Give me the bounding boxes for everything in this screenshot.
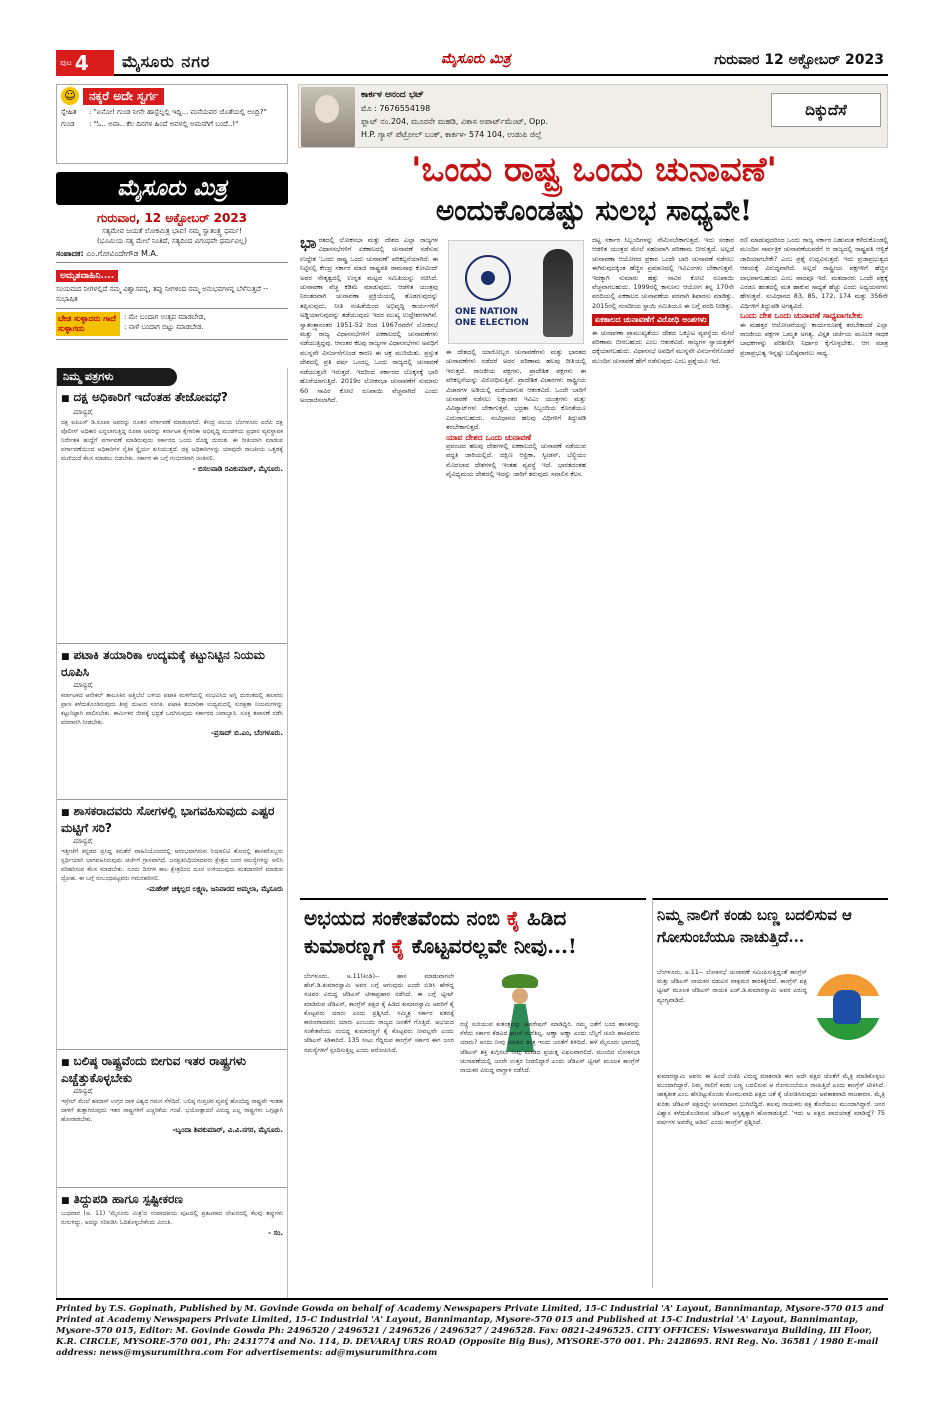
story-congress (652, 898, 888, 1288)
page-header (56, 50, 888, 76)
author-address: ಫ್ಲಾಟ್ ನಂ.204, ಮೂರನೇ ಮಹಡಿ, ವಿಕಾಸ ಅಪಾರ್ಟ್‌ಮೆಂಟ್, Opp. (361, 117, 548, 126)
article-text: ಪ್ರಪಂಚದ ಹಲವು ದೇಶಗಳಲ್ಲಿ ಏಕಕಾಲದಲ್ಲಿ ಚುನಾವಣೆ ನಡೆಯುವ ಪದ್ಧತಿ ಜಾರಿಯಲ್ಲಿದೆ. ದಕ್ಷಿಣ ಆಫ್ರಿಕಾ, ಸ್ವೀಡನ್, ಬೆಲ್ಜಿಯಂ ಮೊದಲಾದ ದೇಶಗಳಲ್ಲಿ ಇಂತಹ ವ್ಯವಸ್ಥೆ ಇದೆ. ಭಾರತದಂತಹ ವೈವಿಧ್ಯಮಯ ದೇಶದಲ್ಲಿ ಇದನ್ನು ಜಾರಿಗೆ ತರುವುದು ಸವಾಲಿನ ಕೆಲಸ. (446, 442, 586, 479)
article-subheading: ಏಕಕಾಲದ ಚುನಾವಣೆಗೆ ವಿರೋಧಿ ಅಂಶಗಳು (592, 314, 709, 325)
humor-line (61, 119, 283, 129)
page-number-badge (56, 50, 114, 76)
proverb-line: : ನಾಳೆ ಬಂದಾಗ ಬಿಟ್ಟು ಮಾಡಬೇಡ. (124, 323, 204, 331)
masthead-logo: ಮೈಸೂರು ಮಿತ್ರ (441, 51, 511, 67)
dialogue: : "ಏನೋ! ಗುಂಡ ನೀನೇ ಹಾಸ್ಟೆಲ್ನಲ್ಲಿ ಇದ್ದಿ... ಮನೆಯವರ ಜೊತೆಯಲ್ಲಿ ಅಂದ್ರಿ?" (89, 108, 267, 116)
letter-title: ■ ಬಲಿಷ್ಠ ರಾಷ್ಟ್ರವೆಂದು ಬೀಗುವ ಇತರ ರಾಷ್ಟ್ರಗಳು ಎಚ್ಚೆತ್ತುಕೊಳ್ಳಬೇಕು (61, 1054, 283, 1086)
letters-section (56, 368, 288, 1298)
page-label: ಪುಟ (60, 58, 72, 67)
left-column (56, 84, 288, 340)
article-text: ಈ ಚುನಾವಣಾ ಪ್ರಾಮುಖ್ಯತೆಯು ದೇಶದ ಒಕ್ಕೂಟ ವ್ಯವಸ್ಥೆಯ ಮೇಲೆ ಪರಿಣಾಮ ಬೀರಬಹುದು ಎಂಬ ಆತಂಕವಿದೆ. ರಾಜ್ಯಗಳ ಸ್ವಾಯತ್ತತೆಗೆ ಧಕ್ಕೆಯಾಗಬಹುದು. ವಿಧಾನಸಭೆ ಅವಧಿಗೆ ಮುನ್ನವೇ ವಿಸರ್ಜನೆಗೊಂಡರೆ ಮುಂದಿನ ಚುನಾವಣೆ ಹೇಗೆ ನಡೆಸುವುದು ಎಂಬ ಪ್ರಶ್ನೆಯೂ ಇದೆ. (592, 328, 734, 365)
headline-line-2: ಅಂದುಕೊಂಡಷ್ಟು ಸುಲಭ ಸಾಧ್ಯವೇ! (435, 194, 753, 227)
letter-signature: -ಮಹೇಶ್ ಚಿಕ್ಕಲ್ಲದ ಲಕ್ಷ್ಮಣ, ಜನಿವಾರದ ಅಮ್ಮಲಾ, ಮೈಸೂರು (146, 885, 283, 893)
letter-title: ■ ಪಟಾಕಿ ತಯಾರಿಕಾ ಉದ್ಯಮಕ್ಕೆ ಕಟ್ಟುನಿಟ್ಟಿನ ನಿಯಮ ರೂಪಿಸಿ (61, 648, 283, 680)
story-text: ಕುಮಾರಸ್ವಾಮಿ ಅವರು ಈ ಹಿಂದೆ ಬಿಜೆಪಿ ವಿರುದ್ಧ ಮಾತನಾಡಿ ಈಗ ಅದೇ ಪಕ್ಷದ ಜೊತೆಗೆ ಮೈತ್ರಿ ಮಾಡಿಕೊಳ್ಳಲು ಮುಂದಾಗಿದ್ದಾರೆ. ನಿಮ್ಮ ನಾಲಿಗೆ ಕಂಡು ಬಣ್ಣ ಬದಲಿಸುವ ಆ ಗೋಸುಂಬೆಯೂ ನಾಚುತ್ತಿದೆ ಎಂದು ಕಾಂಗ್ರೆಸ್ ಟೀಕಿಸಿದೆ. ಜಾತ್ಯತೀತ ಎಂಬ ಹೆಸರಿಟ್ಟುಕೊಂಡು ಕೋಮುವಾದಿ ಪಕ್ಷದ ಜತೆ ಕೈ ಜೋಡಿಸಿರುವುದು ಅವಕಾಶವಾದಿ ರಾಜಕಾರಣ. ಮೈತ್ರಿ ಕುರಿತು ಜೆಡಿಎಸ್ ಪಕ್ಷದಲ್ಲೇ ಅಸಮಾಧಾನ ಭುಗಿಲೆದ್ದಿದೆ. ಹಲವು ನಾಯಕರು ಪಕ್ಷ ತೊರೆಯಲು ಮುಂದಾಗಿದ್ದಾರೆ. ಜನರ ವಿಶ್ವಾಸ ಕಳೆದುಕೊಂಡಿರುವ ಜೆಡಿಎಸ್ ಅಸ್ತಿತ್ವಕ್ಕಾಗಿ ಹೋರಾಡುತ್ತಿದೆ. 'ಇದು ಅ ಪಕ್ಷದ ಪಾದಯಾತ್ರೆ ಮಾಡಿದ್ದೆ? 75 ವರ್ಷಗಳ ಅವರೆಲ್ಲ ಆಡಿದ' ಎಂದು ಕಾಂಗ್ರೆಸ್ ಪ್ರಶ್ನಿಸಿದೆ. (657, 1073, 885, 1127)
letter-title: ■ ದಕ್ಷ ಅಧಿಕಾರಿಗೆ ಇದೆಂತಹ ತೇಜೋವಧೆ? (61, 390, 283, 407)
head-shape (512, 988, 528, 1004)
proverb-heading: ಬೇಡ ಸುಳ್ಳಾದರು ಗಾದೆ ಸುಳ್ಳಾಗದು (56, 312, 120, 336)
letter-greeting: ಮಾನ್ಯರೆ, (73, 837, 94, 845)
nameplate-tagline: (ಭೂಮಿಯ ಸತ್ಯ ಮೇಲೆ ನಿಂತಿದೆ, ಸತ್ಯದಿಂದ ವಿಗಂಧವೇ ಧರ್ಮವಿಲ್ಲ) (96, 237, 248, 245)
article-subheading: ಒಂದು ದೇಶ ಒಂದು ಚುನಾವಣೆ ಸಾಧ್ಯವಾಗಬೇಕು (740, 311, 863, 321)
letter-signature: - ಸಂ. (268, 1229, 283, 1237)
letter-signature: -ಪ್ರಸಾದ್ ಬಿ.ಎಂ, ಬೆಂಗಳೂರು. (211, 729, 283, 737)
speaker: ಸ್ನೇಹಿತ (61, 108, 77, 116)
article-text: ಈ ಮಹತ್ತರ ಆಲೋಚನೆಯನ್ನು ಕಾರ್ಯರೂಪಕ್ಕೆ ತರಬೇಕಾದರೆ ಎಲ್ಲಾ ರಾಜಕೀಯ ಪಕ್ಷಗಳ ಒಮ್ಮತ ಅಗತ್ಯ. ವಿಸ್ತೃತ ಚರ್ಚೆಯ ಮೂಲಕ ಸಾಧಕ ಬಾಧಕಗಳನ್ನು ಪರಿಶೀಲಿಸಿ ನಿರ್ಧಾರ ಕೈಗೊಳ್ಳಬೇಕು. ಆಗ ಮಾತ್ರ ಪ್ರಜಾಪ್ರಭುತ್ವ ಇನ್ನಷ್ಟು ಬಲಿಷ್ಠವಾಗಲು ಸಾಧ್ಯ. (740, 320, 888, 357)
section-title: ಮೈಸೂರು ನಗರ (122, 52, 211, 71)
proverb-text (120, 312, 206, 336)
logo-line: ONE ELECTION (455, 318, 529, 328)
letter-body: ಕರ್ನಾಟಕದ ಆನೇಕಲ್ ತಾಲೂಕಿನ ಅತ್ತಿಬೆಲೆ ಬಳಿಯ ಪಟಾಕಿ ಮಳಿಗೆಯಲ್ಲಿ ಸಂಭವಿಸಿದ ಅಗ್ನಿ ದುರಂತದಲ್ಲಿ ಹಲವರು ಪ್ರಾಣ ಕಳೆದುಕೊಂಡಿರುವುದು ತೀವ್ರ ದುಃಖದ ಸಂಗತಿ. ಪಟಾಕಿ ತಯಾರಿಕಾ ಉದ್ಯಮದಲ್ಲಿ ಸುರಕ್ಷತಾ ನಿಯಮಗಳನ್ನು ಕಟ್ಟುನಿಟ್ಟಾಗಿ ಪಾಲಿಸಬೇಕು. ಕಾರ್ಮಿಕರ ಜೀವಕ್ಕೆ ಭದ್ರತೆ ಒದಗಿಸುವುದು ಸರ್ಕಾರದ ಜವಾಬ್ದಾರಿ. ಸೂಕ್ತ ತಪಾಸಣೆ ನಡೆಸಿ ಪರವಾನಗಿ ನೀಡಬೇಕು. (61, 692, 283, 726)
story-headline: ನಿಮ್ಮ ನಾಲಿಗೆ ಕಂಡು ಬಣ್ಣ ಬದಲಿಸುವ ಆ ಗೋಸುಂಬೆಯೂ ನಾಚುತ್ತಿದೆ... (657, 906, 852, 946)
letter-body: ಇಸ್ರೇಲ್ ಮೇಲೆ ಹಮಾಸ್ ಉಗ್ರರ ದಾಳಿ ವಿಶ್ವದ ಗಮನ ಸೆಳೆದಿದೆ. ಬಲಿಷ್ಠ ಗುಪ್ತಚರ ವ್ಯವಸ್ಥೆ ಹೊಂದಿದ್ದ ರಾಷ್ಟ್ರವೇ ಇಂತಹ ದಾಳಿಗೆ ತುತ್ತಾಗಿರುವುದು ಇತರ ರಾಷ್ಟ್ರಗಳಿಗೆ ಎಚ್ಚರಿಕೆಯ ಗಂಟೆ. ಭಯೋತ್ಪಾದನೆ ವಿರುದ್ಧ ಎಲ್ಲ ರಾಷ್ಟ್ರಗಳು ಒಗ್ಗಟ್ಟಾಗಿ ಹೋರಾಡಬೇಕು. (61, 1098, 283, 1123)
nameplate-tagline: ಸತ್ಯಮೇವ ಜಯತೆ ಲೋಕಮಿತ್ರ ಭಾವ! ನಮ್ಮ ಸ್ವಾತಂತ್ರ್ಯ ಧರ್ಮ! (102, 227, 242, 235)
editor-label: ಸಂಪಾದಕ: (56, 249, 84, 258)
article-text: ದಟ್ಟ ಸರ್ಕಾರ ಸಿಬ್ಬಂದಿಗಳನ್ನು ನೇಮಿಸಬೇಕಾಗುತ್ತದೆ. ಇದು ಸರಕಾರ ಆಡಳಿತ ಯಂತ್ರದ ಮೇಲೆ ಸಹಜವಾಗಿ ಪರಿಣಾಮ ಬೀರುತ್ತದೆ. ಅಲ್ಲದೆ ಚುನಾವಣಾ ಆಯೋಗದ ಪ್ರಕಾರ ಒಂದೇ ಬಾರಿ ಚುನಾವಣೆ ನಡೆಸಲು ಈಗಿರುವುದಕ್ಕಿಂತ ಹೆಚ್ಚಿನ ಪ್ರಮಾಣದಲ್ಲಿ ಇವಿಎಂಗಳು ಬೇಕಾಗುತ್ತವೆ. ಇದಕ್ಕಾಗಿ ಸುಮಾರು ಹತ್ತು ಸಾವಿರ ಕೋಟಿ ರೂಪಾಯಿ ವೆಚ್ಚವಾಗಬಹುದು. 1999ರಲ್ಲಿ ಕಾನೂನು ಆಯೋಗ ತನ್ನ 170ನೇ ವರದಿಯಲ್ಲಿ ಏಕಕಾಲದ ಚುನಾವಣೆಯ ಪರವಾಗಿ ಶಿಫಾರಸು ಮಾಡಿತ್ತು. 2015ರಲ್ಲಿ ಸಂಸದೀಯ ಸ್ಥಾಯಿ ಸಮಿತಿಯೂ ಈ ಬಗ್ಗೆ ವರದಿ ನೀಡಿತ್ತು. (592, 236, 734, 310)
author-photo (301, 87, 355, 147)
logo-text (455, 307, 529, 329)
congress-hand-logo (811, 970, 885, 1066)
humor-line (61, 107, 283, 117)
headline-accent: ಕೈ (391, 934, 405, 958)
humor-title (61, 87, 283, 105)
letter-title: ■ ಶಾಸಕರಾದವರು ಸೋಗಳಲ್ಲಿ ಭಾಗವಹಿಸುವುದು ಎಷ್ಟರ ಮಟ್ಟಿಗೆ ಸರಿ? (61, 804, 283, 836)
article-text: ರತದಲ್ಲಿ ಲೋಕಸಭಾ ಮತ್ತು ದೇಶದ ಎಲ್ಲಾ ರಾಜ್ಯಗಳ ವಿಧಾನಸಭೆಗಳಿಗೆ ಏಕಕಾಲದಲ್ಲಿ ಚುನಾವಣೆ ನಡೆಸುವ ಉದ್ದೇಶ 'ಒಂದು ರಾಷ್ಟ್ರ ಒಂದು ಚುನಾವಣೆ' ಪರಿಕಲ್ಪನೆಯಾಗಿದೆ. ಈ ನಿಟ್ಟಿನಲ್ಲಿ ಕೇಂದ್ರ ಸರ್ಕಾರ ಮಾಜಿ ರಾಷ್ಟ್ರಪತಿ ರಾಮನಾಥ ಕೋವಿಂದ್ ಅವರ ನೇತೃತ್ವದಲ್ಲಿ ಉನ್ನತ ಮಟ್ಟದ ಸಮಿತಿಯನ್ನು ರಚಿಸಿದೆ. ಚುನಾವಣಾ ವೆಚ್ಚ ಕಡಿಮೆ ಮಾಡುವುದು, ಆಡಳಿತ ಯಂತ್ರವು ನಿರಂತರವಾಗಿ ಚುನಾವಣಾ ಪ್ರಕ್ರಿಯೆಯಲ್ಲಿ ತೊಡಗುವುದನ್ನು ತಪ್ಪಿಸುವುದು, ನೀತಿ ಸಂಹಿತೆಯಿಂದ ಅಭಿವೃದ್ಧಿ ಕಾರ್ಯಗಳಿಗೆ ಅಡ್ಡಿಯಾಗುವುದನ್ನು ತಡೆಯುವುದು ಇದರ ಮುಖ್ಯ ಉದ್ದೇಶಗಳಾಗಿವೆ. ಸ್ವಾತಂತ್ರ್ಯಾನಂತರ 1951-52 ರಿಂದ 1967ರವರೆಗೆ ಲೋಕಸಭೆ ಮತ್ತು ರಾಜ್ಯ ವಿಧಾನಸಭೆಗಳಿಗೆ ಏಕಕಾಲದಲ್ಲಿ ಚುನಾವಣೆಗಳು ನಡೆಯುತ್ತಿದ್ದವು. ಆನಂತರ ಕೆಲವು ರಾಜ್ಯಗಳ ವಿಧಾನಸಭೆಗಳು ಅವಧಿಗೆ ಮುನ್ನವೇ ವಿಸರ್ಜನೆಗೊಂಡ ಕಾರಣ ಈ ಚಕ್ರ ಮುರಿಯಿತು. ಪ್ರಸ್ತುತ ದೇಶದಲ್ಲಿ ಪ್ರತಿ ವರ್ಷ ಒಂದಲ್ಲ ಒಂದು ರಾಜ್ಯದಲ್ಲಿ ಚುನಾವಣೆ ನಡೆಯುತ್ತಲೇ ಇರುತ್ತದೆ. ಇದರಿಂದ ಸರ್ಕಾರದ ಬೊಕ್ಕಸಕ್ಕೆ ಭಾರಿ ಹೊರೆಯಾಗುತ್ತಿದೆ. 2019ರ ಲೋಕಸಭಾ ಚುನಾವಣೆಗೆ ಸುಮಾರು 60 ಸಾವಿರ ಕೋಟಿ ರೂಪಾಯಿ ವೆಚ್ಚವಾಗಿದೆ ಎಂದು ಅಂದಾಜಿಸಲಾಗಿದೆ. (300, 236, 438, 404)
proverb-box (56, 308, 288, 340)
drop-cap: ಭಾ (300, 236, 317, 252)
imprint-footer: Printed by T.S. Gopinath, Published by M. Govinde Gowda on behalf of Academy Newspapers Private Limited, 15-C Industrial 'A' Layout, Bannimantap, Mysore-570 015 and Printed at Academy Newspapers Private Limited, 15-C Industrial 'A' Layout, Bannimantap, Mysore-570 015 and Published at 15-C Industrial 'A' Layout, Bannimantap, Mysore-570 015, Editor: M. Govinde Gowda Ph: 2496520 / 2496521 / 2496526 / 2496527 / 2496528. Fax: 0821-2496525. CITY OFFICES: Visweswaraya Building, III Floor, K.R. CIRCLE, MYSORE-570 001, Ph: 2431774 and No. 114, D. DEVARAJ URS ROAD (Opposite Big Bus), MYSORE-570 001. Ph: 2428695. RNI Reg. No. 36581 / 1980 E-mail address: news@mysurumithra.com For advertisements: ad@mysurumithra.com (56, 1298, 888, 1359)
letter-body: ಬುಧವಾರ (ಅ. 11) 'ಮೈಸೂರು ಮಿತ್ರ'ದ ಸಂಪಾದಕೀಯ ಪುಟದಲ್ಲಿ ಪ್ರಕಟವಾದ ಲೇಖನದಲ್ಲಿ ಕೆಲವು ತಪ್ಪುಗಳು ನುಸುಳಿದ್ದು, ಅದನ್ನು ಸರಿಪಡಿಸಿ ಓದಿಕೊಳ್ಳಬೇಕೆಂದು ವಿನಂತಿ. (61, 1210, 283, 1226)
headline-part: ಹಿಡಿದ ಕುಮಾರಣ್ಣಗೆ (304, 906, 567, 958)
editor-name: ಎಂ.ಗೋವಿಂದೇಗೌಡ M.A. (86, 249, 159, 258)
ashoka-chakra-icon (465, 255, 511, 301)
headline-accent: ಕೈ (506, 906, 521, 930)
letter-item (57, 1188, 287, 1296)
humor-box (56, 84, 288, 164)
hand-icon (833, 990, 861, 1024)
article-column (740, 236, 888, 896)
letter-signature: - ಬಿಸಲವಾಡಿ ರವಿಕುಮಾರ್, ಮೈಸೂರು. (192, 465, 283, 473)
letter-greeting: ಮಾನ್ಯರೆ, (73, 408, 94, 416)
story-text: ರಚ್ಚೆ ಸುರಿಯುವ ಕುತಂತ್ರವನ್ನು ಆಪರೇಷನ್ ಮಾಡಿದ್ದಿರಿ. ನಮ್ಮ ಜತೆಗೆ ಬಂದ ಶಾಸಕರನ್ನು ಸೆಳೆದು ಸರ್ಕಾರ ಕೆಡವಿದ ಘಟನೆ ಮರೆತಿಲ್ಲ. ಅಣ್ಣಾ ಅಣ್ಣಾ ಎಂದು ಬೆನ್ನಿಗೆ ಚೂರಿ ಹಾಕಿದವರು ಯಾರು? ಅಂದು ನೀವು ಮಾಡಿದ ತಂತ್ರ ಇಂದು ಜನತೆಗೆ ತಿಳಿದಿದೆ. ಹಳೆ ಮೈಸೂರು ಭಾಗದಲ್ಲಿ ಜೆಡಿಎಸ್ ಶಕ್ತಿ ಕುಗ್ಗಿಸಲು ನೀವು ಮಾಡಿದ ಪ್ರಯತ್ನ ವಿಫಲವಾಗಲಿದೆ. ಮುಂದಿನ ಲೋಕಸಭಾ ಚುನಾವಣೆಯಲ್ಲಿ ಜನರೇ ಉತ್ತರ ನೀಡಲಿದ್ದಾರೆ ಎಂದು ಜೆಡಿಎಸ್ ಟ್ವೀಟ್ ಮೂಲಕ ಕಾಂಗ್ರೆಸ್ ನಾಯಕರ ವಿರುದ್ಧ ವಾಗ್ದಾಳಿ ನಡೆಸಿದೆ. (460, 1021, 640, 1075)
humor-heading: ನಕ್ಕರೆ ಅದೇ ಸ್ವರ್ಗ (83, 88, 164, 105)
amrut-heading: ಅಮೃತವಾಹಿನಿ.... (56, 270, 118, 282)
nameplate-logo: ಮೈಸೂರು ಮಿತ್ರ (56, 172, 288, 205)
dialogue: : "ಓ.. ಅವಾ.. ಕೆಲ ದಿನಗಳ ಹಿಂದೆ ಅವಳಲ್ಲಿ ಅಮನಗಿಗೆ ಬಂದೆ..!" (89, 120, 239, 128)
editor-credit (56, 249, 288, 263)
author-name: ಕಾರ್ಕಳ ಆನಂದ ಭಟ್ (361, 90, 424, 100)
article-text: ಈ ದೇಶದಲ್ಲಿ ಯಾರೋಬ್ಬರ ಚುನಾವಣೆಗಳು ಮತ್ತು ಭಾರತದ ಚುನಾವಣೆಗಳು ನಡೆದರೆ ಅದರ ಪರಿಣಾಮ ಹಲವು ರೀತಿಯಲ್ಲಿ ಇರುತ್ತದೆ. ರಾಜಕೀಯ ಪಕ್ಷಗಳು, ಪ್ರಾದೇಶಿಕ ಪಕ್ಷಗಳು ಈ ಪರಿಕಲ್ಪನೆಯನ್ನು ವಿರೋಧಿಸುತ್ತಿವೆ. ಪ್ರಾದೇಶಿಕ ವಿಚಾರಗಳು ರಾಷ್ಟ್ರೀಯ ವಿಚಾರಗಳ ಅಡಿಯಲ್ಲಿ ಮರೆಯಾಗುವ ಆತಂಕವಿದೆ. ಒಂದೇ ಬಾರಿಗೆ ಚುನಾವಣೆ ನಡೆಸಲು ಲಕ್ಷಾಂತರ ಇವಿಎಂ ಯಂತ್ರಗಳು ಮತ್ತು ವಿವಿಪ್ಯಾಟ್‌ಗಳು ಬೇಕಾಗುತ್ತವೆ. ಭದ್ರತಾ ಸಿಬ್ಬಂದಿಯ ಕೊರತೆಯೂ ಎದುರಾಗಬಹುದು. ಸಂವಿಧಾನದ ಹಲವು ವಿಧಿಗಳಿಗೆ ತಿದ್ದುಪಡಿ ತರಬೇಕಾಗುತ್ತದೆ. (446, 348, 586, 432)
speaker: ಗುಂಡ (61, 120, 75, 128)
article-column (446, 348, 586, 896)
amrut-text: ಸಂಯಮದ ನೀಗಳಲ್ಲಿದೆ ನಮ್ಮ ವಿಶ್ವಾಸವನ್ನ, ತಪ್ಪು ನೀಗಳಿಂದ ನಮ್ಮ ಅನುಭವಗಳನ್ನ ಬೆಳೆಸುತ್ತದೆ -- ಸುಭಾಷಿತ (56, 285, 269, 303)
nameplate-date: ಗುರುವಾರ, 12 ಅಕ್ಟೋಬರ್ 2023 (96, 211, 248, 225)
article-column (300, 236, 438, 896)
page-number: 4 (74, 51, 89, 75)
article-column (592, 236, 734, 896)
author-address: H.P. ಗ್ಯಾಸ್ ಪೆಟ್ರೋಲ್ ಬಂಕ್, ಕಾರ್ಕಳ- 574 104, ಉಡುಪಿ ಜಿಲ್ಲೆ (361, 130, 542, 139)
proverb-line: : ಮೇ ಬಂದಾಗ ಉತ್ಸವ ಮಾಡಬೇಡ, (124, 313, 206, 321)
letter-item (57, 386, 287, 644)
letter-greeting: ಮಾನ್ಯರೆ, (73, 681, 94, 689)
basket-icon (502, 974, 538, 988)
letter-item (57, 644, 287, 800)
letter-item (57, 1050, 287, 1188)
letter-body: ಇತ್ತೀಚೆಗೆ ಕನ್ನಡದ ಪ್ರಸಿದ್ಧ ಕಿರುತೆರೆ ವಾಹಿನಿಯೊಂದರಲ್ಲಿ ಆರಂಭವಾಗಿರುವ ರಿಯಾಲಿಟಿ ಶೋನಲ್ಲಿ ಶಾಸಕರೊಬ್ಬರು ಸ್ಪರ್ಧಿಯಾಗಿ ಭಾಗವಹಿಸಿರುವುದು ಚರ್ಚೆಗೆ ಗ್ರಾಸವಾಗಿದೆ. ಜನಪ್ರತಿನಿಧಿಯಾದವರು ಕ್ಷೇತ್ರದ ಜನರ ಸಮಸ್ಯೆಗಳನ್ನು ಆಲಿಸಿ ಪರಿಹರಿಸುವ ಕೆಲಸ ಮಾಡಬೇಕು. ನೂರು ದಿನಗಳ ಕಾಲ ಕ್ಷೇತ್ರದಿಂದ ದೂರ ಉಳಿಯುವುದು ಮತದಾರರಿಗೆ ಮಾಡುವ ದ್ರೋಹ. ಈ ಬಗ್ಗೆ ಸಂಬಂಧಪಟ್ಟವರು ಗಮನಹರಿಸಲಿ. (61, 848, 283, 882)
logo-line: ONE NATION (455, 307, 518, 317)
article-text: ರಣಿ ಮಾಡುವುದರಿಂದ ಒಂದು ರಾಜ್ಯ ಸರ್ಕಾರ ಬಹುಮತ ಕಳೆದುಕೊಂಡಲ್ಲಿ ಮುಂದಿನ ಸಾರ್ವತ್ರಿಕ ಚುನಾವಣೆಯವರೆಗೆ ಆ ರಾಜ್ಯದಲ್ಲಿ ರಾಷ್ಟ್ರಪತಿ ಆಳ್ವಿಕೆ ಜಾರಿಯಾಗಬೇಕೇ? ಎಂಬ ಪ್ರಶ್ನೆ ಉದ್ಭವಿಸುತ್ತದೆ. ಇದು ಪ್ರಜಾಪ್ರಭುತ್ವದ ಆಶಯಕ್ಕೆ ವಿರುದ್ಧವಾಗಿದೆ. ಅಲ್ಲದೆ ರಾಷ್ಟ್ರೀಯ ಪಕ್ಷಗಳಿಗೆ ಹೆಚ್ಚಿನ ಲಾಭವಾಗಬಹುದು ಎಂಬ ವಾದವೂ ಇದೆ. ಮತದಾರರು ಒಂದೇ ಪಕ್ಷಕ್ಕೆ ಎರಡೂ ಹಂತದಲ್ಲಿ ಮತ ಹಾಕುವ ಸಾಧ್ಯತೆ ಹೆಚ್ಚು ಎಂದು ಅಧ್ಯಯನಗಳು ಹೇಳುತ್ತವೆ. ಸಂವಿಧಾನದ 83, 85, 172, 174 ಮತ್ತು 356ನೇ ವಿಧಿಗಳಿಗೆ ತಿದ್ದುಪಡಿ ಅಗತ್ಯವಿದೆ. (740, 236, 888, 310)
story-jds (300, 898, 646, 1288)
story-text: ಬೆಂಗಳೂರು, ಅ.11(ಕಿಂಡಿ)-- ಹಾಸ ಮಾಡುವಾಗಲೇ ಹೆಚ್.ಡಿ.ಕುಮಾರಸ್ವಾಮಿ ಅವರ ಬಗ್ಗೆ ಆಗುವುದು ಎಂದೇ ಬಿಡಿಸಿ ಹೇಳಿದ್ದ ಸಚಿವರ ವಿರುದ್ಧ ಜೆಡಿಎಸ್ ಟೀಕಾಪ್ರಹಾರ ನಡೆಸಿದೆ. ಈ ಬಗ್ಗೆ ಟ್ವೀಟ್ ಮಾಡಿರುವ ಜೆಡಿಎಸ್, ಕಾಂಗ್ರೆಸ್ ಪಕ್ಷದ ಕೈ ಹಿಡಿದ ಕುಮಾರಸ್ವಾಮಿ ಅವರಿಗೆ ಕೈ ಕೊಟ್ಟವರು ಯಾರು ಎಂದು ಪ್ರಶ್ನಿಸಿದೆ. ಸಮ್ಮಿಶ್ರ ಸರ್ಕಾರ ಪತನಕ್ಕೆ ಕಾರಣರಾದವರು ಯಾರು ಎಂಬುದು ರಾಜ್ಯದ ಜನತೆಗೆ ಗೊತ್ತಿದೆ. ಅಭಯದ ಸಂಕೇತವೆಂದು ನಂಬಿದ್ದ ಕುಮಾರಣ್ಣಗೆ ಕೈ ಕೊಟ್ಟವರು ನೀವಲ್ಲವೇ ಎಂದು ಜೆಡಿಎಸ್ ಕಿಡಿಕಾರಿದೆ. 135 ಸೀಟು ಗೆದ್ದಿರುವ ಕಾಂಗ್ರೆಸ್ ಸರ್ಕಾರ ಈಗ ಜನರ ಸಮಸ್ಯೆಗಳಿಗೆ ಸ್ಪಂದಿಸುತ್ತಿಲ್ಲ ಎಂದು ಆರೋಪಿಸಿದೆ. (304, 973, 454, 1054)
one-nation-one-election-image (448, 240, 584, 344)
laughing-face-icon: ☺ (61, 87, 79, 105)
author-box (298, 84, 888, 148)
author-phone: ಮೊ : 7676554198 (361, 104, 431, 113)
letter-signature: -ಬೃಂದಾ ಶಿವಕುಮಾರ್, ವಿ.ವಿ.ನಗರ, ಮೈಸೂರು. (172, 1126, 283, 1134)
letter-greeting: ಮಾನ್ಯರೆ, (73, 1087, 94, 1095)
letter-item (57, 800, 287, 1050)
author-details (361, 89, 761, 141)
issue-date: ಗುರುವಾರ 12 ಅಕ್ಟೋಬರ್ 2023 (714, 52, 884, 68)
letter-body: ದಕ್ಷ ಐಪಿಎಸ್ ಡಿ.ರೂಪಾ ಅವರನ್ನು ನೂತನ ವರ್ಗಾವಣೆ ಮಾಡಲಾಗಿದೆ. ಕೇಂದ್ರ ವಲಯ ಬೆಂಗಳೂರು ಐಜಿಪಿ ದಕ್ಷ ಪೊಲೀಸ್ ಅಧಿಕಾರಿ ಎನ್ನಲಾಗುತ್ತಿದ್ದ ರೂಪಾ ಅವರನ್ನು ಕರ್ನಾಟಕ ಕೈಗಾರಿಕಾ ಅಭಿವೃದ್ಧಿ ಮಂಡಳಿಯ ಪ್ರಧಾನ ವ್ಯವಸ್ಥಾಪಕ ನಿರ್ದೇಶಕ ಹುದ್ದೆಗೆ ವರ್ಗಾವಣೆ ಮಾಡಿರುವುದು ಸರ್ಕಾರದ ಒಂದು ದೊಡ್ಡ ದುರಂತ. ಈ ರೀತಿಯಾಗಿ ಮಾಡುವ ವರ್ಗಾವಣೆಯಿಂದ ಅಧಿಕಾರಿಗಳ ನೈತಿಕ ಸ್ಥೈರ್ಯ ಕುಸಿಯುತ್ತದೆ. ದಕ್ಷ ಅಧಿಕಾರಿಗಳನ್ನು ಯಾವುದೇ ರಾಜಕೀಯ ಒತ್ತಡಕ್ಕೆ ಮಣಿಯದೆ ಕೆಲಸ ಮಾಡಲು ಬಿಡಬೇಕು. ಸರ್ಕಾರ ಈ ಬಗ್ಗೆ ಗಂಭೀರವಾಗಿ ಚಿಂತಿಸಲಿ. (61, 419, 283, 462)
column-name: ದಿಕ್ಕುದೆಸೆ (771, 93, 881, 127)
main-headline (300, 150, 888, 228)
letter-title: ■ ತಿದ್ದುಪಡಿ ಹಾಗೂ ಸ್ಪಷ್ಟೀಕರಣ (61, 1192, 283, 1209)
headline-line-1: 'ಒಂದು ರಾಷ್ಟ್ರ ಒಂದು ಚುನಾವಣೆ' (411, 150, 777, 190)
letters-heading: ನಿಮ್ಮ ಪತ್ರಗಳು (57, 368, 177, 386)
article-subheading: ಯಾವ ದೇಶದ ಒಂದು ಚುನಾವಣೆ (446, 432, 532, 442)
headline-part: ಕೊಟ್ಟವರಲ್ಲವೇ ನೀವು...! (404, 934, 577, 958)
story-text: ಬೆಂಗಳೂರು, ಅ.11-- ಲೋಕಸಭೆ ಚುನಾವಣೆ ಸಮೀಪಿಸುತ್ತಿದ್ದಂತೆ ಕಾಂಗ್ರೆಸ್ ಮತ್ತು ಜೆಡಿಎಸ್ ನಾಯಕರ ನಡುವಿನ ವಾಕ್ಸಮರ ತಾರಕಕ್ಕೇರಿದೆ. ಕಾಂಗ್ರೆಸ್ ಪಕ್ಷ ಟ್ವೀಟ್ ಮೂಲಕ ಜೆಡಿಎಸ್ ನಾಯಕ ಎಚ್.ಡಿ.ಕುಮಾರಸ್ವಾಮಿ ಅವರ ವಿರುದ್ಧ ವ್ಯಂಗ್ಯವಾಡಿದೆ. (657, 969, 807, 1004)
inked-finger-icon (543, 249, 573, 337)
headline-part: ಅಭಯದ ಸಂಕೇತವೆಂದು ನಂಬಿ (304, 906, 507, 930)
story-headline (300, 900, 646, 964)
